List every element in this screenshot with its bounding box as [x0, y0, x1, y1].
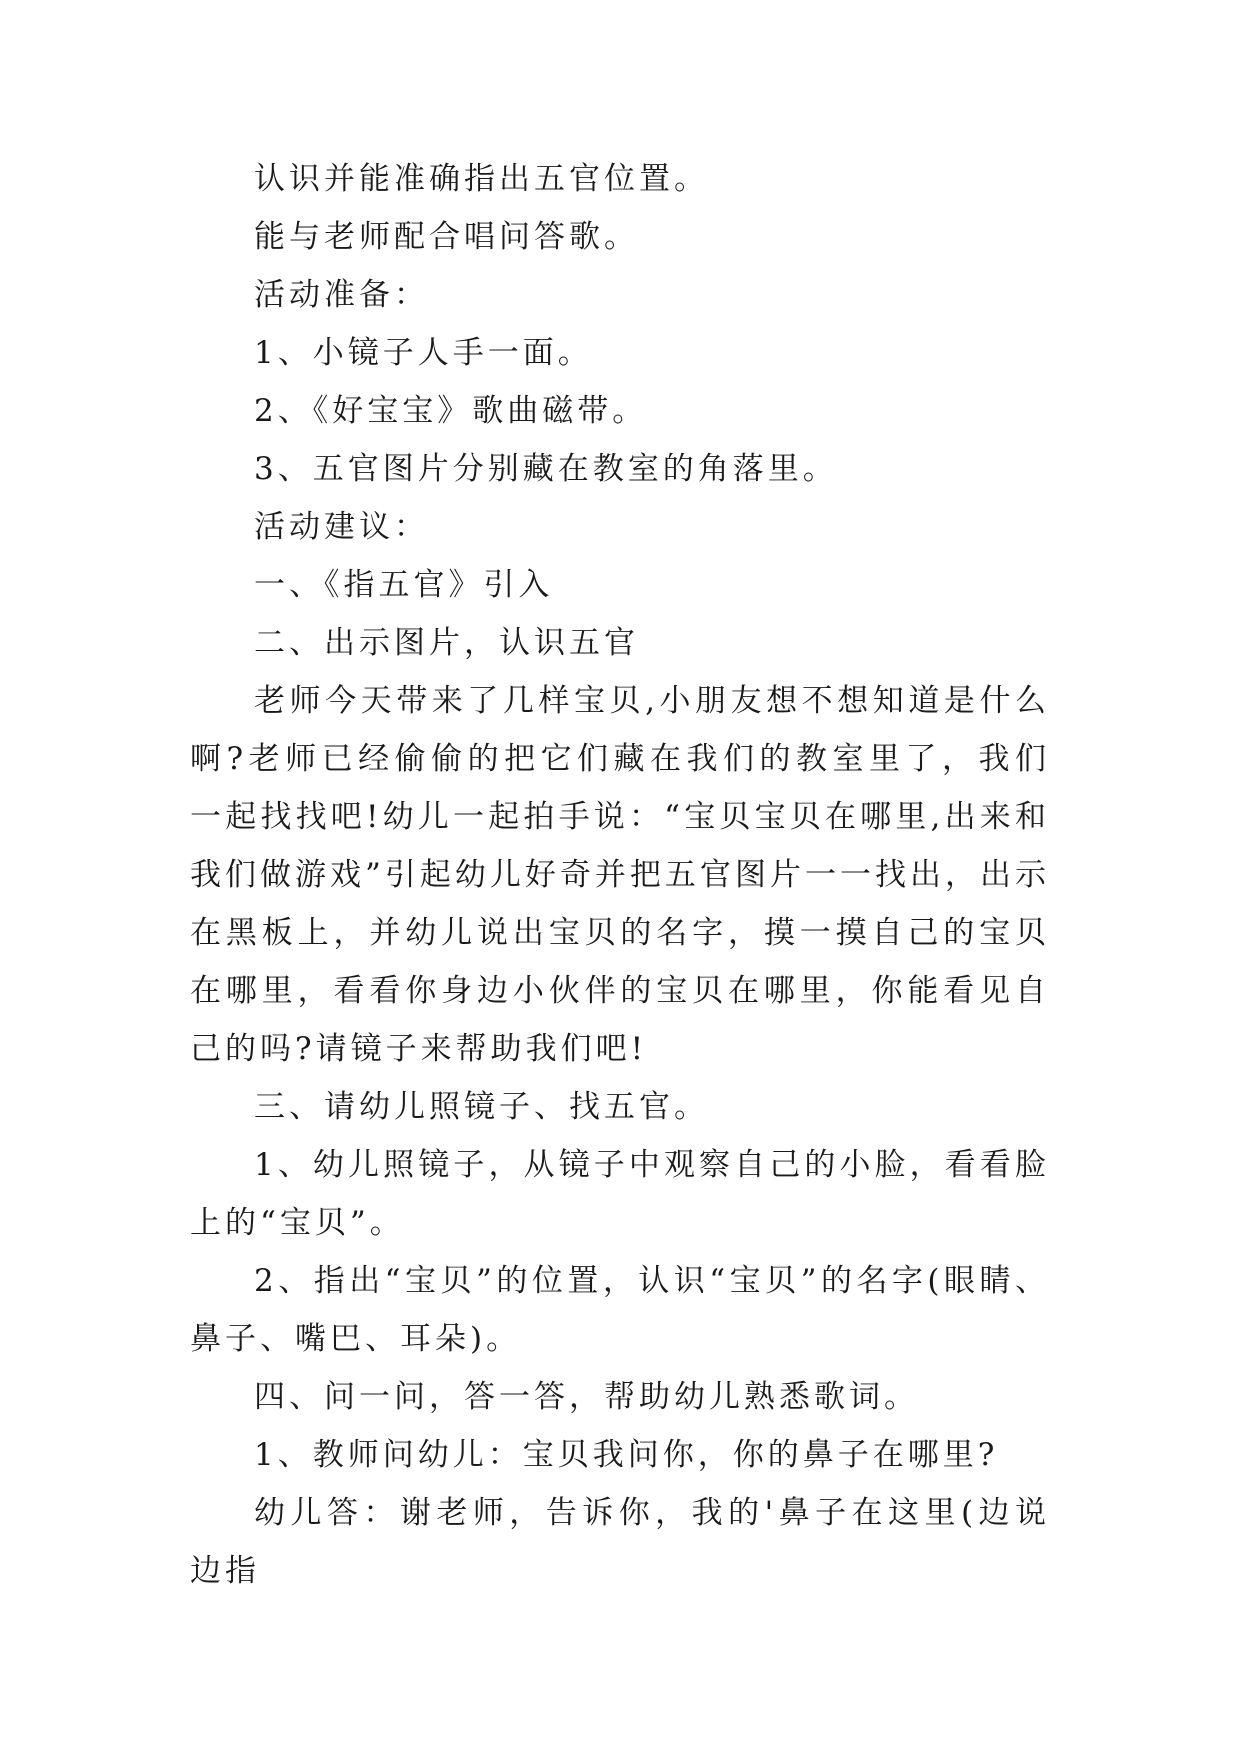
document-page	[190, 150, 1050, 1600]
paragraph-objective-1: 认识并能准确指出五官位置。	[254, 161, 709, 197]
preparation-item-1: 1、小镜子人手一面。	[254, 335, 593, 371]
preparation-item-2: 2、《好宝宝》歌曲磁带。	[254, 393, 648, 429]
step-heading-4: 四、问一问，答一答，帮助幼儿熟悉歌词。	[254, 1379, 919, 1415]
section-heading-preparation: 活动准备：	[254, 277, 429, 313]
step-heading-1: 一、《指五官》引入	[254, 567, 554, 603]
section-heading-suggestions: 活动建议：	[254, 509, 429, 545]
paragraph-objective-2: 能与老师配合唱问答歌。	[254, 219, 639, 255]
step-4-answer: 幼儿答：谢老师，告诉你，我的'鼻子在这里(边说边指	[190, 1495, 1050, 1589]
paragraph-step-2-body: 老师今天带来了几样宝贝,小朋友想不想知道是什么啊?老师已经偷偷的把它们藏在我们的教室里了，我们一起找找吧!幼儿一起拍手说：“宝贝宝贝在哪里,出来和我们做游戏”引起幼儿好奇并把五官图片一一找出，出示在黑板上，并幼儿说出宝贝的名字，摸一摸自己的宝贝在哪里，看看你身边小伙伴的宝贝在哪里，你能看见自己的吗?请镜子来帮助我们吧!	[190, 683, 1050, 1067]
step-3-item-2: 2、指出“宝贝”的位置，认识“宝贝”的名字(眼睛、鼻子、嘴巴、耳朵)。	[190, 1263, 1050, 1357]
step-heading-3: 三、请幼儿照镜子、找五官。	[254, 1089, 709, 1125]
step-4-item-1: 1、教师问幼儿：宝贝我问你，你的鼻子在哪里?	[254, 1437, 999, 1473]
step-heading-2: 二、出示图片，认识五官	[254, 625, 639, 661]
step-3-item-1: 1、幼儿照镜子，从镜子中观察自己的小脸，看看脸上的“宝贝”。	[190, 1147, 1050, 1241]
preparation-item-3: 3、五官图片分别藏在教室的角落里。	[254, 451, 838, 487]
